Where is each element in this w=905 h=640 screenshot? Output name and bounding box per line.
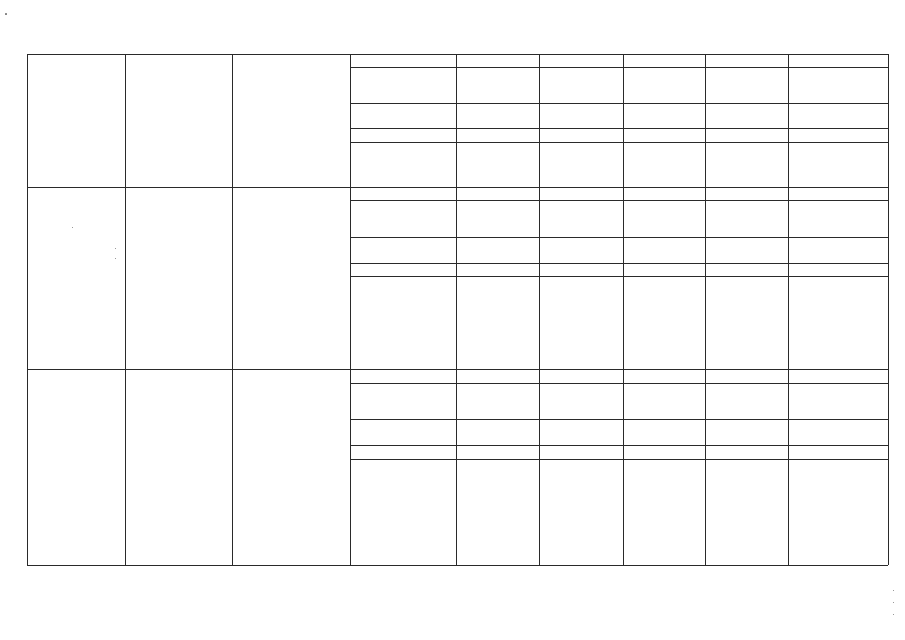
column-rule	[888, 54, 889, 187]
scan-speck	[893, 614, 894, 615]
column-rule	[125, 369, 126, 565]
scan-speck	[893, 602, 894, 603]
row-border	[27, 369, 888, 370]
funding-subrow-rule	[350, 237, 888, 238]
row-border	[27, 187, 888, 188]
column-rule	[27, 54, 28, 187]
column-rule	[788, 54, 789, 187]
column-rule	[623, 54, 624, 187]
funding-subrow-rule	[350, 142, 888, 143]
column-rule	[350, 369, 351, 565]
column-rule	[232, 187, 233, 369]
funding-subrow-rule	[350, 128, 888, 129]
table-top-border	[27, 54, 888, 55]
scan-speck	[115, 258, 116, 259]
funding-subrow-rule	[350, 445, 888, 446]
column-rule	[888, 369, 889, 565]
funding-subrow-rule	[350, 263, 888, 264]
column-rule	[705, 369, 706, 565]
row-border	[27, 565, 888, 566]
column-rule	[456, 369, 457, 565]
column-rule	[888, 187, 889, 369]
funding-subrow-rule	[350, 383, 888, 384]
scan-speck	[115, 248, 116, 249]
funding-subrow-rule	[350, 67, 888, 68]
column-rule	[705, 187, 706, 369]
column-rule	[350, 187, 351, 369]
column-rule	[539, 369, 540, 565]
column-rule	[788, 369, 789, 565]
funding-subrow-rule	[350, 419, 888, 420]
column-rule	[705, 54, 706, 187]
column-rule	[232, 369, 233, 565]
column-rule	[350, 54, 351, 187]
column-rule	[456, 187, 457, 369]
column-rule	[125, 54, 126, 187]
scan-speck	[5, 13, 7, 15]
column-rule	[125, 187, 126, 369]
column-rule	[27, 187, 28, 369]
funding-subrow-rule	[350, 459, 888, 460]
scan-speck	[72, 227, 73, 228]
funding-subrow-rule	[350, 276, 888, 277]
scan-speck	[893, 590, 894, 591]
column-rule	[539, 54, 540, 187]
column-rule	[456, 54, 457, 187]
column-rule	[232, 54, 233, 187]
column-rule	[623, 187, 624, 369]
column-rule	[27, 369, 28, 565]
funding-subrow-rule	[350, 200, 888, 201]
column-rule	[623, 369, 624, 565]
funding-subrow-rule	[350, 103, 888, 104]
column-rule	[539, 187, 540, 369]
column-rule	[788, 187, 789, 369]
